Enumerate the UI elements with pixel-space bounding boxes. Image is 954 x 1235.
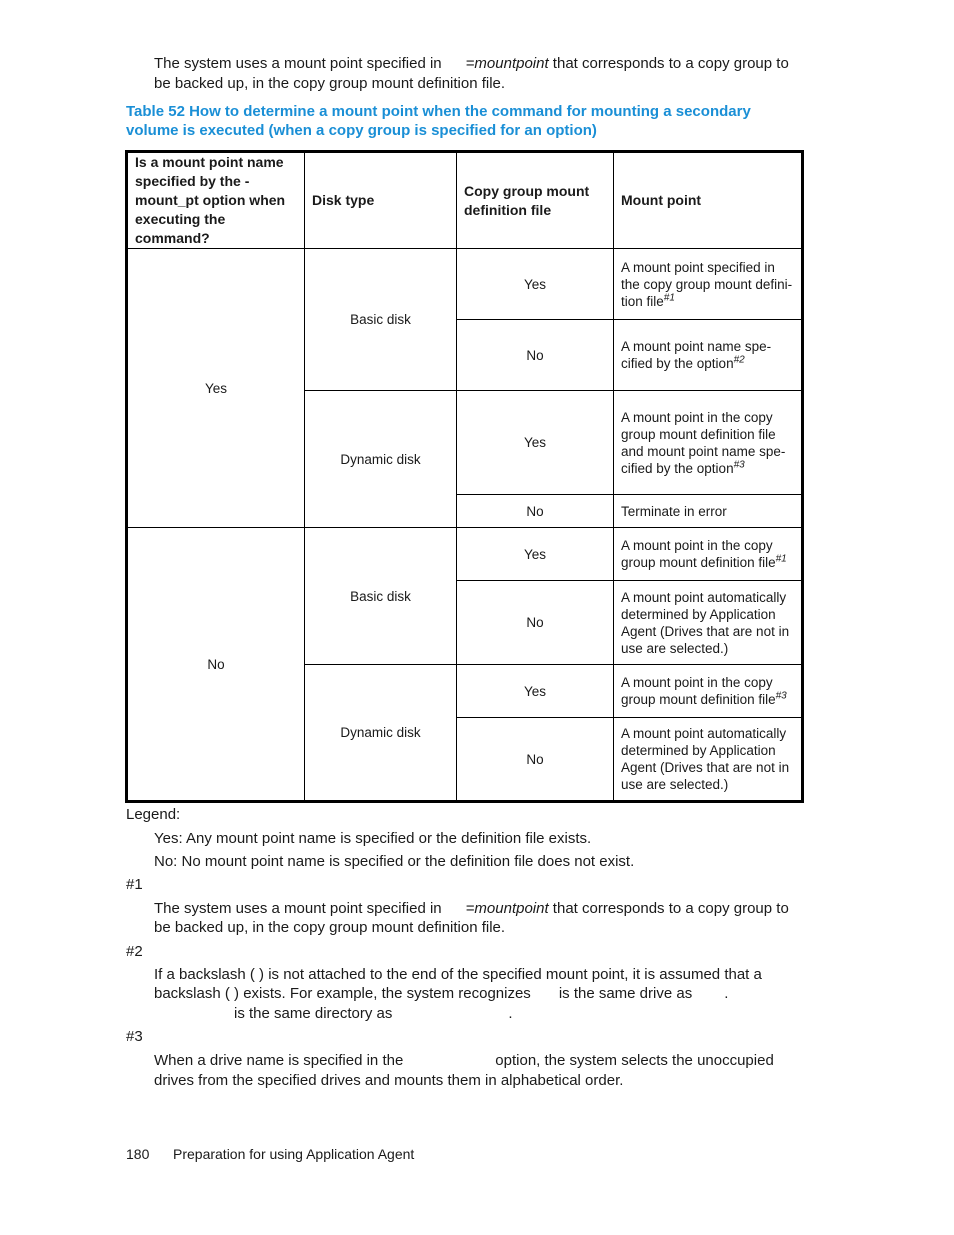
cell-cg: Yes — [457, 665, 614, 718]
note-2-text: . — [724, 985, 729, 1002]
note-ref: #3 — [775, 690, 787, 702]
cell-mount-point: Terminate in error — [614, 495, 803, 528]
mount-point-text: A mount point in the copy group mount definition file — [621, 538, 776, 570]
note-3-line-2: drives from the specified drives and mounts them in alphabetical order. — [154, 1072, 624, 1089]
note-3-line-1 — [154, 1051, 774, 1071]
note-2-text: is the same directory as — [234, 1005, 393, 1022]
cell-cg: Yes — [457, 391, 614, 495]
note-2-text: backslash ( ) exists. For example, the system recognizes — [154, 985, 531, 1002]
intro-option: =mountpoint — [465, 55, 549, 72]
cell-cg: No — [457, 320, 614, 391]
header-mount-pt-option: Is a mount point name specified by the -mount_pt option when executing the command? — [127, 152, 305, 249]
mount-point-text: A mount point specified in the copy group mount defini-tion file — [621, 259, 793, 309]
page-footer — [126, 1145, 414, 1163]
note-3-heading: #3 — [126, 1028, 143, 1045]
header-copy-group-file: Copy group mount definition file — [457, 152, 614, 249]
cell-mount-point — [614, 665, 803, 718]
note-ref: #3 — [733, 459, 745, 470]
cell-option-no: No — [127, 528, 305, 802]
note-2-text: is the same drive as — [558, 985, 693, 1002]
note-ref: #1 — [663, 292, 675, 303]
cell-disk-basic: Basic disk — [305, 249, 457, 391]
header-disk-type: Disk type — [305, 152, 457, 249]
cell-mount-point — [614, 320, 803, 391]
header-mount-point: Mount point — [614, 152, 803, 249]
note-2-line-1: If a backslash ( ) is not attached to the end of the specified mount point, it is assumed that a — [154, 966, 762, 983]
page-number: 180 — [126, 1146, 150, 1162]
cell-mount-point — [614, 249, 803, 320]
cell-cg: No — [457, 581, 614, 665]
note-2-line-3 — [154, 1004, 513, 1024]
legend-yes: Yes: Any mount point name is specified or the definition file exists. — [154, 830, 592, 847]
note-ref: #1 — [775, 553, 787, 565]
mount-point-table — [125, 150, 804, 803]
note-1-text-end: that corresponds to a copy group to — [548, 900, 789, 917]
table-caption: Table 52 How to determine a mount point when the command for mounting a secondary volume is executed (when a copy group is specified for an option) — [126, 103, 751, 139]
note-ref: #2 — [733, 354, 745, 366]
intro-text: The system uses a mount point specified in — [154, 55, 442, 72]
cell-mount-point — [614, 528, 803, 581]
cell-cg: No — [457, 718, 614, 802]
note-2-line-2 — [154, 984, 728, 1004]
note-1-line-1 — [154, 899, 789, 919]
cell-option-yes: Yes — [127, 249, 305, 528]
note-1-line-2: be backed up, in the copy group mount definition file. — [154, 919, 506, 936]
mount-point-text: A mount point in the copy group mount definition file and mount point name spe-cified by the option — [621, 409, 786, 476]
note-1-text: The system uses a mount point specified in — [154, 900, 442, 917]
cell-cg: Yes — [457, 249, 614, 320]
cell-disk-dynamic: Dynamic disk — [305, 391, 457, 528]
note-3-text: option, the system selects the unoccupied — [495, 1052, 774, 1069]
cell-cg: No — [457, 495, 614, 528]
cell-disk-basic: Basic disk — [305, 528, 457, 665]
intro-text-end: that corresponds to a copy group to — [548, 55, 789, 72]
mount-point-text: A mount point in the copy group mount definition file — [621, 675, 776, 707]
mount-point-text: A mount point name spe-cified by the option — [621, 339, 772, 371]
note-2-text: . — [508, 1005, 513, 1022]
cell-mount-point — [614, 391, 803, 495]
note-1-heading: #1 — [126, 876, 143, 893]
cell-cg: Yes — [457, 528, 614, 581]
legend-no: No: No mount point name is specified or the definition file does not exist. — [154, 853, 635, 870]
intro-line-2: be backed up, in the copy group mount definition file. — [154, 75, 506, 92]
cell-disk-dynamic: Dynamic disk — [305, 665, 457, 802]
table-header-row — [127, 152, 803, 249]
table-row — [127, 528, 803, 581]
note-2-heading: #2 — [126, 943, 143, 960]
footer-title: Preparation for using Application Agent — [173, 1146, 415, 1162]
cell-mount-point: A mount point automatically determined by Application Agent (Drives that are not in use are selected.) — [614, 718, 803, 802]
note-1-option: =mountpoint — [465, 900, 549, 917]
cell-mount-point: A mount point automatically determined by Application Agent (Drives that are not in use are selected.) — [614, 581, 803, 665]
table-row — [127, 249, 803, 320]
note-3-text: When a drive name is specified in the — [154, 1052, 404, 1069]
legend-title: Legend: — [126, 806, 181, 823]
intro-line-1 — [154, 54, 789, 74]
